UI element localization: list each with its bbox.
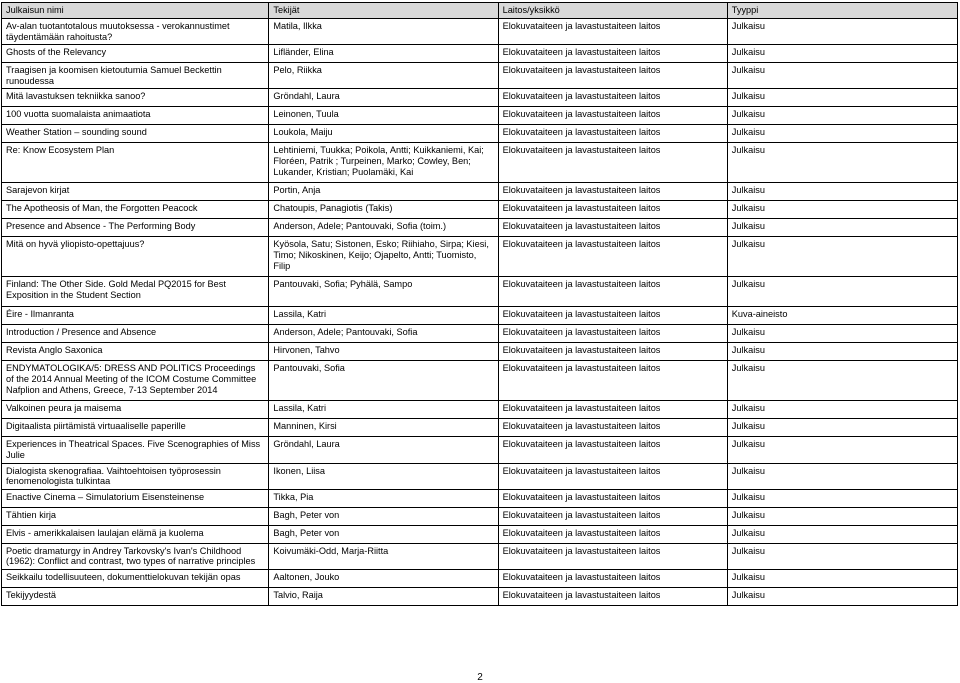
table-row bbox=[2, 325, 958, 343]
cell-title: Poetic dramaturgy in Andrey Tarkovsky's Ivan's Childhood (1962): Conflict and contrast, two types of narrative principles bbox=[2, 543, 269, 569]
cell-authors: Anderson, Adele; Pantouvaki, Sofia (toim.) bbox=[269, 219, 498, 237]
cell-authors: Pelo, Riikka bbox=[269, 63, 498, 89]
cell-authors: Tikka, Pia bbox=[269, 489, 498, 507]
cell-title: Éire - Ilmanranta bbox=[2, 307, 269, 325]
cell-title: Presence and Absence - The Performing Body bbox=[2, 219, 269, 237]
cell-type: Julkaisu bbox=[727, 569, 957, 587]
cell-type: Julkaisu bbox=[727, 401, 957, 419]
cell-unit: Elokuvataiteen ja lavastustaiteen laitos bbox=[498, 587, 727, 605]
cell-authors: Chatoupis, Panagiotis (Takis) bbox=[269, 201, 498, 219]
cell-title: Revista Anglo Saxonica bbox=[2, 343, 269, 361]
table-row bbox=[2, 63, 958, 89]
cell-unit: Elokuvataiteen ja lavastustaiteen laitos bbox=[498, 19, 727, 45]
table-row bbox=[2, 507, 958, 525]
cell-authors: Portin, Anja bbox=[269, 183, 498, 201]
cell-unit: Elokuvataiteen ja lavastustaiteen laitos bbox=[498, 125, 727, 143]
cell-title: Elvis - amerikkalaisen laulajan elämä ja kuolema bbox=[2, 525, 269, 543]
cell-title: Ghosts of the Relevancy bbox=[2, 45, 269, 63]
cell-authors: Talvio, Raija bbox=[269, 587, 498, 605]
table-row bbox=[2, 237, 958, 277]
cell-unit: Elokuvataiteen ja lavastustaiteen laitos bbox=[498, 143, 727, 183]
cell-unit: Elokuvataiteen ja lavastustaiteen laitos bbox=[498, 437, 727, 463]
table-row bbox=[2, 569, 958, 587]
table-row bbox=[2, 307, 958, 325]
table-row bbox=[2, 89, 958, 107]
cell-title: Sarajevon kirjat bbox=[2, 183, 269, 201]
cell-title: Enactive Cinema – Simulatorium Eisensteinense bbox=[2, 489, 269, 507]
cell-authors: Loukola, Maiju bbox=[269, 125, 498, 143]
cell-unit: Elokuvataiteen ja lavastustaiteen laitos bbox=[498, 237, 727, 277]
cell-type: Julkaisu bbox=[727, 543, 957, 569]
cell-type: Julkaisu bbox=[727, 325, 957, 343]
cell-title: Re: Know Ecosystem Plan bbox=[2, 143, 269, 183]
table-row bbox=[2, 419, 958, 437]
cell-authors: Pantouvaki, Sofia; Pyhälä, Sampo bbox=[269, 277, 498, 307]
cell-authors: Lassila, Katri bbox=[269, 307, 498, 325]
cell-unit: Elokuvataiteen ja lavastustaiteen laitos bbox=[498, 489, 727, 507]
cell-title: Seikkailu todellisuuteen, dokumenttielokuvan tekijän opas bbox=[2, 569, 269, 587]
cell-authors: Koivumäki-Odd, Marja-Riitta bbox=[269, 543, 498, 569]
cell-title: The Apotheosis of Man, the Forgotten Peacock bbox=[2, 201, 269, 219]
cell-unit: Elokuvataiteen ja lavastustaiteen laitos bbox=[498, 343, 727, 361]
cell-type: Julkaisu bbox=[727, 361, 957, 401]
cell-type: Julkaisu bbox=[727, 143, 957, 183]
cell-type: Julkaisu bbox=[727, 63, 957, 89]
table-row bbox=[2, 143, 958, 183]
cell-title: Tähtien kirja bbox=[2, 507, 269, 525]
cell-unit: Elokuvataiteen ja lavastustaiteen laitos bbox=[498, 543, 727, 569]
cell-unit: Elokuvataiteen ja lavastustaiteen laitos bbox=[498, 45, 727, 63]
table-row bbox=[2, 489, 958, 507]
cell-authors: Anderson, Adele; Pantouvaki, Sofia bbox=[269, 325, 498, 343]
cell-type: Julkaisu bbox=[727, 507, 957, 525]
cell-unit: Elokuvataiteen ja lavastustaiteen laitos bbox=[498, 525, 727, 543]
cell-type: Julkaisu bbox=[727, 237, 957, 277]
cell-unit: Elokuvataiteen ja lavastustaiteen laitos bbox=[498, 277, 727, 307]
cell-title: Finland: The Other Side. Gold Medal PQ2015 for Best Exposition in the Student Section bbox=[2, 277, 269, 307]
cell-title: Dialogista skenografiaa. Vaihtoehtoisen työprosessin fenomenologista tulkintaa bbox=[2, 463, 269, 489]
cell-type: Julkaisu bbox=[727, 45, 957, 63]
cell-authors: Lassila, Katri bbox=[269, 401, 498, 419]
cell-authors: Gröndahl, Laura bbox=[269, 437, 498, 463]
header-title: Julkaisun nimi bbox=[2, 3, 269, 19]
table-row bbox=[2, 107, 958, 125]
table-row bbox=[2, 361, 958, 401]
table-row bbox=[2, 437, 958, 463]
cell-unit: Elokuvataiteen ja lavastustaiteen laitos bbox=[498, 89, 727, 107]
cell-unit: Elokuvataiteen ja lavastustaiteen laitos bbox=[498, 419, 727, 437]
cell-title: 100 vuotta suomalaista animaatiota bbox=[2, 107, 269, 125]
cell-type: Julkaisu bbox=[727, 201, 957, 219]
page-number: 2 bbox=[477, 672, 483, 683]
cell-authors: Bagh, Peter von bbox=[269, 525, 498, 543]
header-authors: Tekijät bbox=[269, 3, 498, 19]
table-row bbox=[2, 183, 958, 201]
table-row bbox=[2, 401, 958, 419]
cell-authors: Matila, Ilkka bbox=[269, 19, 498, 45]
table-row bbox=[2, 587, 958, 605]
cell-authors: Leinonen, Tuula bbox=[269, 107, 498, 125]
table-row bbox=[2, 277, 958, 307]
table-row bbox=[2, 45, 958, 63]
cell-unit: Elokuvataiteen ja lavastustaiteen laitos bbox=[498, 219, 727, 237]
cell-title: ENDYMATOLOGIKA/5: DRESS AND POLITICS Proceedings of the 2014 Annual Meeting of the ICOM Costume Committee Nafplion and Athens, Greece, 7-13 September 2014 bbox=[2, 361, 269, 401]
publications-table bbox=[1, 2, 958, 606]
cell-unit: Elokuvataiteen ja lavastustaiteen laitos bbox=[498, 361, 727, 401]
cell-type: Julkaisu bbox=[727, 107, 957, 125]
cell-type: Julkaisu bbox=[727, 219, 957, 237]
header-unit: Laitos/yksikkö bbox=[498, 3, 727, 19]
cell-title: Traagisen ja koomisen kietoutumia Samuel Beckettin runoudessa bbox=[2, 63, 269, 89]
cell-unit: Elokuvataiteen ja lavastustaiteen laitos bbox=[498, 307, 727, 325]
table-row bbox=[2, 19, 958, 45]
cell-unit: Elokuvataiteen ja lavastustaiteen laitos bbox=[498, 325, 727, 343]
cell-type: Julkaisu bbox=[727, 277, 957, 307]
cell-authors: Ikonen, Liisa bbox=[269, 463, 498, 489]
cell-unit: Elokuvataiteen ja lavastustaiteen laitos bbox=[498, 463, 727, 489]
cell-type: Julkaisu bbox=[727, 587, 957, 605]
cell-title: Weather Station – sounding sound bbox=[2, 125, 269, 143]
cell-unit: Elokuvataiteen ja lavastustaiteen laitos bbox=[498, 183, 727, 201]
cell-type: Julkaisu bbox=[727, 437, 957, 463]
cell-title: Mitä on hyvä yliopisto-opettajuus? bbox=[2, 237, 269, 277]
cell-unit: Elokuvataiteen ja lavastustaiteen laitos bbox=[498, 569, 727, 587]
cell-authors: Manninen, Kirsi bbox=[269, 419, 498, 437]
cell-type: Julkaisu bbox=[727, 489, 957, 507]
cell-title: Av-alan tuotantotalous muutoksessa - verokannustimet täydentämään rahoitusta? bbox=[2, 19, 269, 45]
cell-type: Kuva-aineisto bbox=[727, 307, 957, 325]
table-row bbox=[2, 201, 958, 219]
table-row bbox=[2, 543, 958, 569]
cell-type: Julkaisu bbox=[727, 125, 957, 143]
table-row bbox=[2, 343, 958, 361]
cell-type: Julkaisu bbox=[727, 89, 957, 107]
cell-title: Mitä lavastuksen tekniikka sanoo? bbox=[2, 89, 269, 107]
cell-authors: Aaltonen, Jouko bbox=[269, 569, 498, 587]
cell-type: Julkaisu bbox=[727, 183, 957, 201]
cell-authors: Pantouvaki, Sofia bbox=[269, 361, 498, 401]
cell-authors: Lehtiniemi, Tuukka; Poikola, Antti; Kuikkaniemi, Kai; Floréen, Patrik ; Turpeinen, Marko; Cowley, Ben; Lukander, Kristian; Puolamäki, Kai bbox=[269, 143, 498, 183]
cell-unit: Elokuvataiteen ja lavastustaiteen laitos bbox=[498, 63, 727, 89]
cell-unit: Elokuvataiteen ja lavastustaiteen laitos bbox=[498, 401, 727, 419]
cell-authors: Bagh, Peter von bbox=[269, 507, 498, 525]
cell-title: Introduction / Presence and Absence bbox=[2, 325, 269, 343]
cell-title: Digitaalista piirtämistä virtuaaliselle paperille bbox=[2, 419, 269, 437]
cell-type: Julkaisu bbox=[727, 525, 957, 543]
cell-authors: Hirvonen, Tahvo bbox=[269, 343, 498, 361]
header-type: Tyyppi bbox=[727, 3, 957, 19]
cell-authors: Lifländer, Elina bbox=[269, 45, 498, 63]
cell-title: Experiences in Theatrical Spaces. Five Scenographies of Miss Julie bbox=[2, 437, 269, 463]
cell-authors: Kyösola, Satu; Sistonen, Esko; Riihiaho, Sirpa; Kiesi, Timo; Nikoskinen, Keijo; Ojapelto, Antti; Tuomisto, Filip bbox=[269, 237, 498, 277]
cell-type: Julkaisu bbox=[727, 463, 957, 489]
cell-unit: Elokuvataiteen ja lavastustaiteen laitos bbox=[498, 507, 727, 525]
cell-authors: Gröndahl, Laura bbox=[269, 89, 498, 107]
cell-unit: Elokuvataiteen ja lavastustaiteen laitos bbox=[498, 107, 727, 125]
table-row bbox=[2, 525, 958, 543]
cell-type: Julkaisu bbox=[727, 19, 957, 45]
cell-title: Valkoinen peura ja maisema bbox=[2, 401, 269, 419]
table-row bbox=[2, 219, 958, 237]
header-row bbox=[2, 3, 958, 19]
cell-type: Julkaisu bbox=[727, 419, 957, 437]
table-row bbox=[2, 125, 958, 143]
cell-title: Tekijyydestä bbox=[2, 587, 269, 605]
cell-type: Julkaisu bbox=[727, 343, 957, 361]
cell-unit: Elokuvataiteen ja lavastustaiteen laitos bbox=[498, 201, 727, 219]
table-row bbox=[2, 463, 958, 489]
